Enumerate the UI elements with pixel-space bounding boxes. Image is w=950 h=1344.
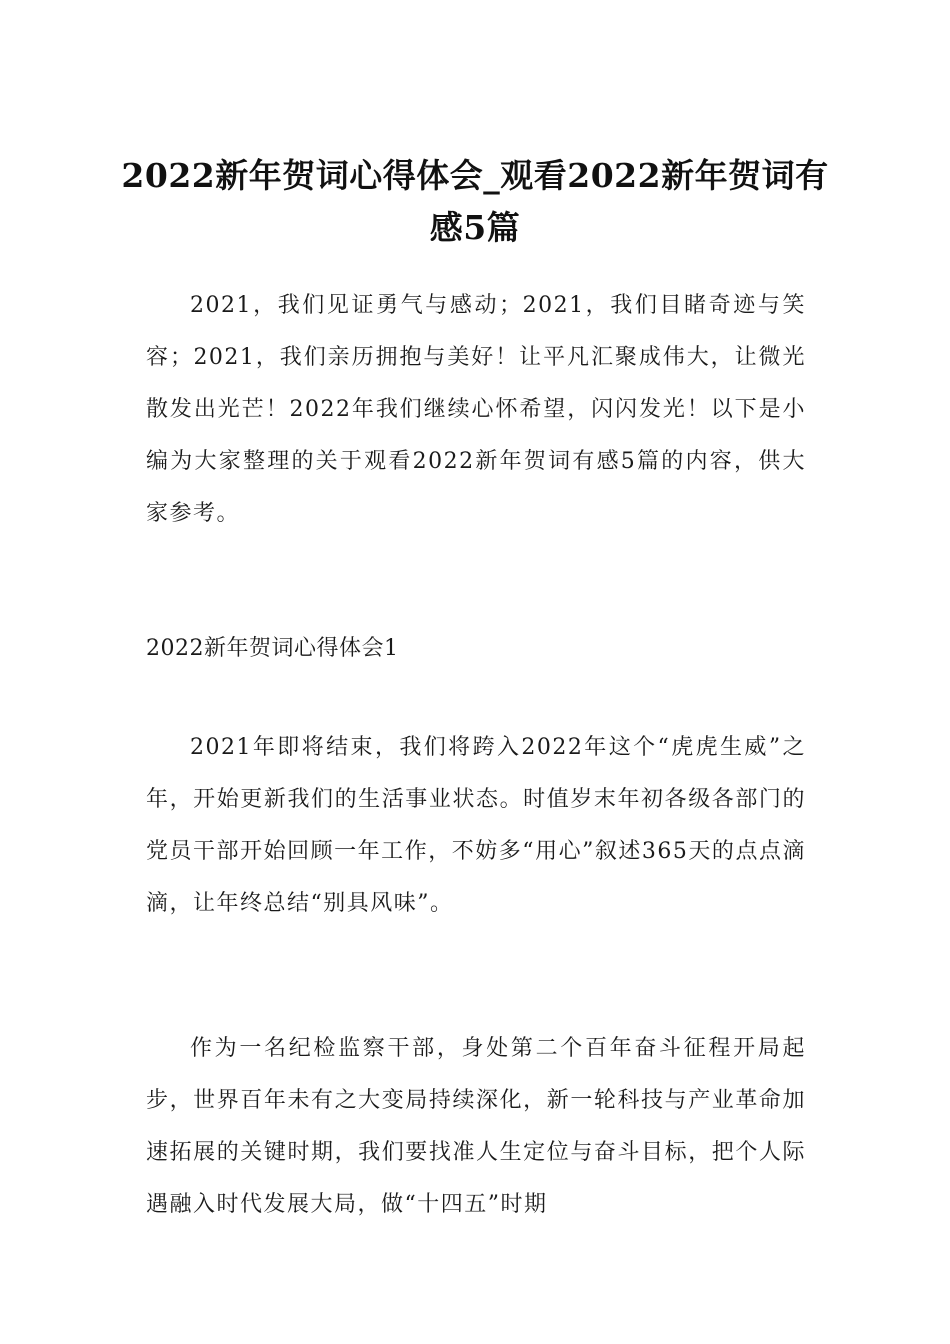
document-title: 2022新年贺词心得体会_观看2022新年贺词有感5篇 bbox=[121, 156, 829, 248]
body-paragraph: 作为一名纪检监察干部，身处第二个百年奋斗征程开局起步，世界百年未有之大变局持续深化，新一轮科技与产业革命加速拓展的关键时期，我们要找准人生定位与奋斗目标，把个人际遇融入时代发展大局，做“十四五”时期 bbox=[146, 1036, 806, 1217]
body-paragraph: 2021年即将结束，我们将跨入2022年这个“虎虎生威”之年，开始更新我们的生活事业状态。时值岁末年初各级各部门的党员干部开始回顾一年工作，不妨多“用心”叙述365天的点点滴滴，让年终总结“别具风味”。 bbox=[146, 735, 806, 916]
section-heading: 2022新年贺词心得体会1 bbox=[146, 636, 399, 661]
intro-paragraph: 2021，我们见证勇气与感动；2021，我们目睹奇迹与笑容；2021，我们亲历拥抱与美好！让平凡汇聚成伟大，让微光散发出光芒！2022年我们继续心怀希望，闪闪发光！以下是小编为大家整理的关于观看2022新年贺词有感5篇的内容，供大家参考。 bbox=[146, 293, 806, 526]
